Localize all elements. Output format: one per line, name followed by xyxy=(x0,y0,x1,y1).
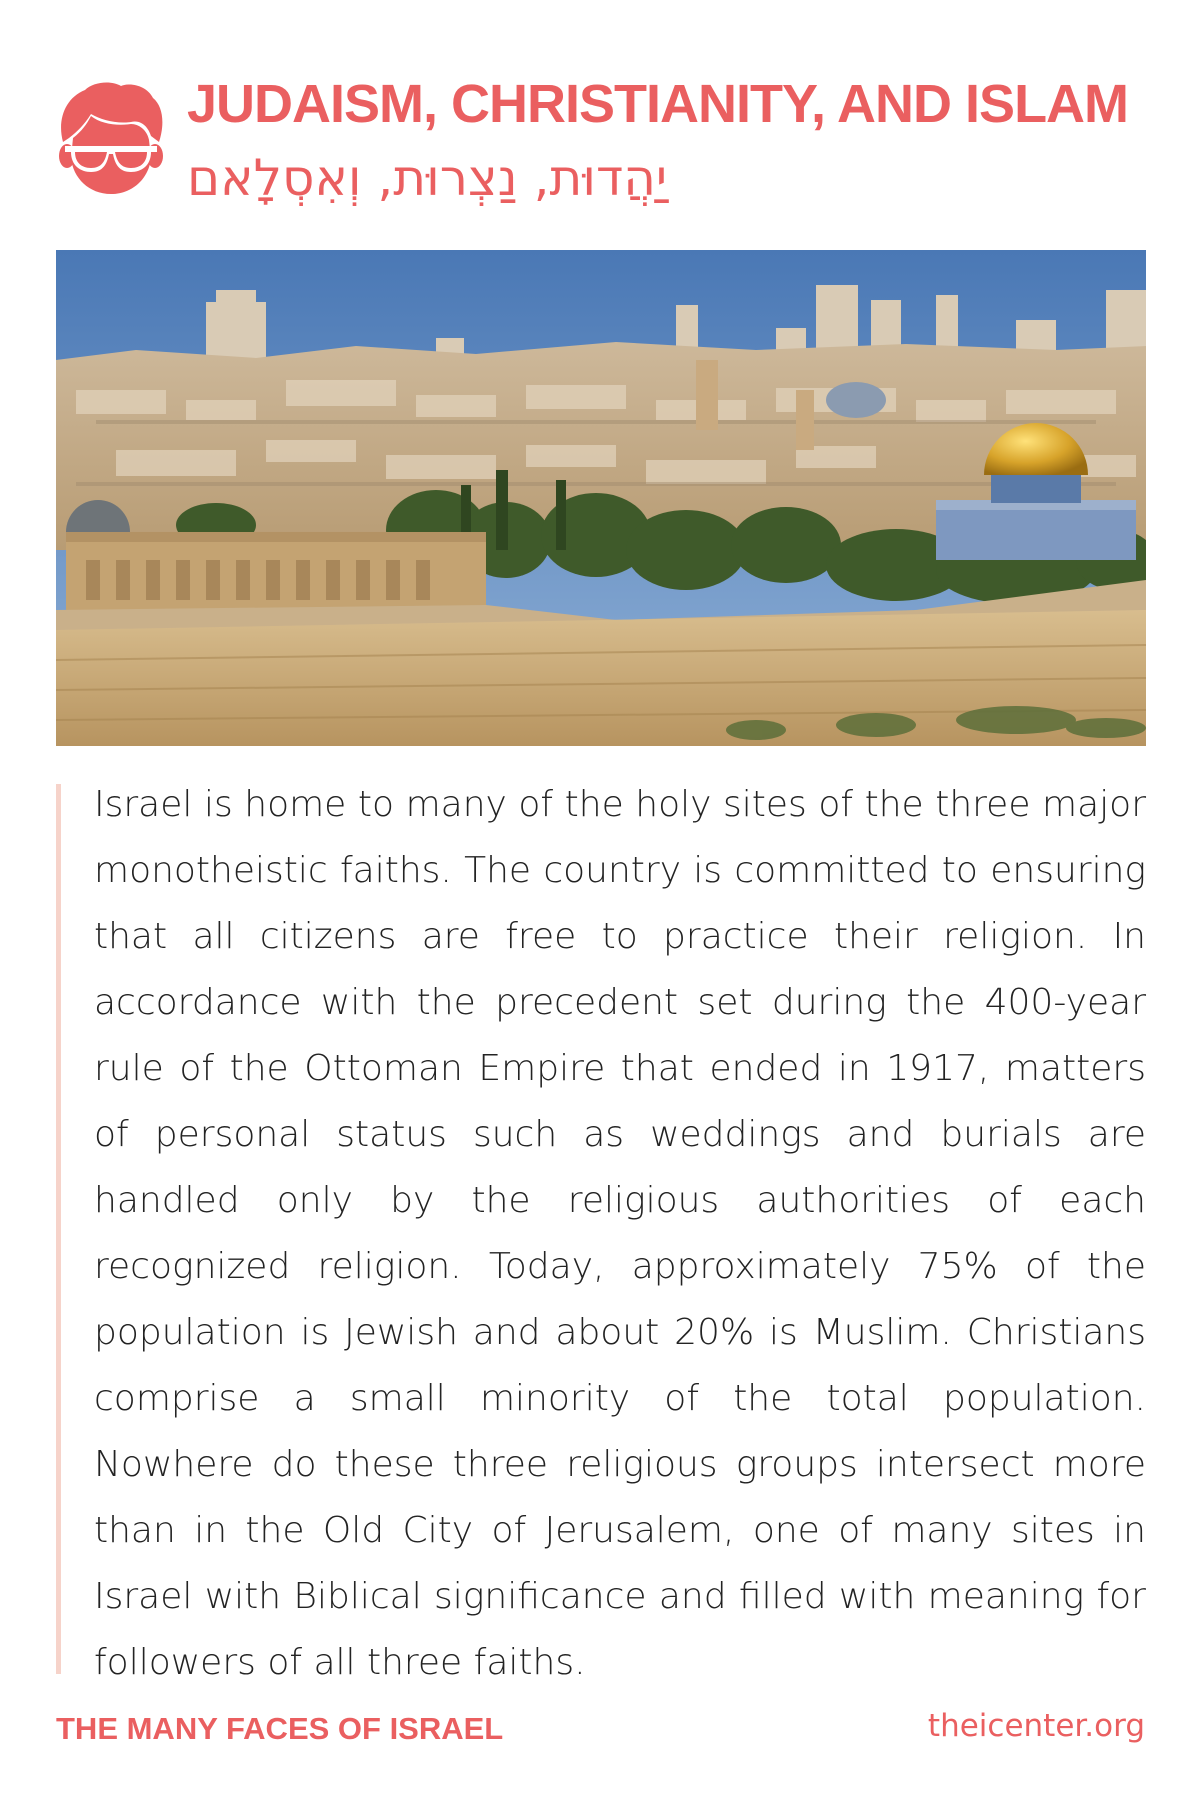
accent-bar xyxy=(56,784,61,1674)
website-link[interactable]: theicenter.org xyxy=(927,1708,1145,1744)
page-title-hebrew: יַהֲדוּת, נַצְרוּת, וְאִסְלָאם xyxy=(187,149,668,207)
page-title: JUDAISM, CHRISTIANITY, AND ISLAM xyxy=(187,74,1129,134)
face-with-sunglasses-icon xyxy=(55,80,167,198)
series-title: THE MANY FACES OF ISRAEL xyxy=(56,1711,504,1746)
jerusalem-old-city-photo xyxy=(56,250,1146,746)
body-paragraph: Israel is home to many of the holy sites of the three major monotheistic faiths. The country is committed to ensuring that all citizens are free to practice their religion. In accordance with the precedent set during the 400-year rule of the Ottoman Empire that ended in 1917, matters of personal status such as weddings and burials are handled only by the religious authorities of each recognized religion. Today, approximately 75% of the population is Jewish and about 20% is Muslim. Christians comprise a small minority of the total population. Nowhere do these three religious groups intersect more than in the Old City of Jerusalem, one of many sites in Israel with Biblical significance and filled with meaning for followers of all three faiths. xyxy=(94,784,1146,1683)
header xyxy=(55,70,1145,220)
